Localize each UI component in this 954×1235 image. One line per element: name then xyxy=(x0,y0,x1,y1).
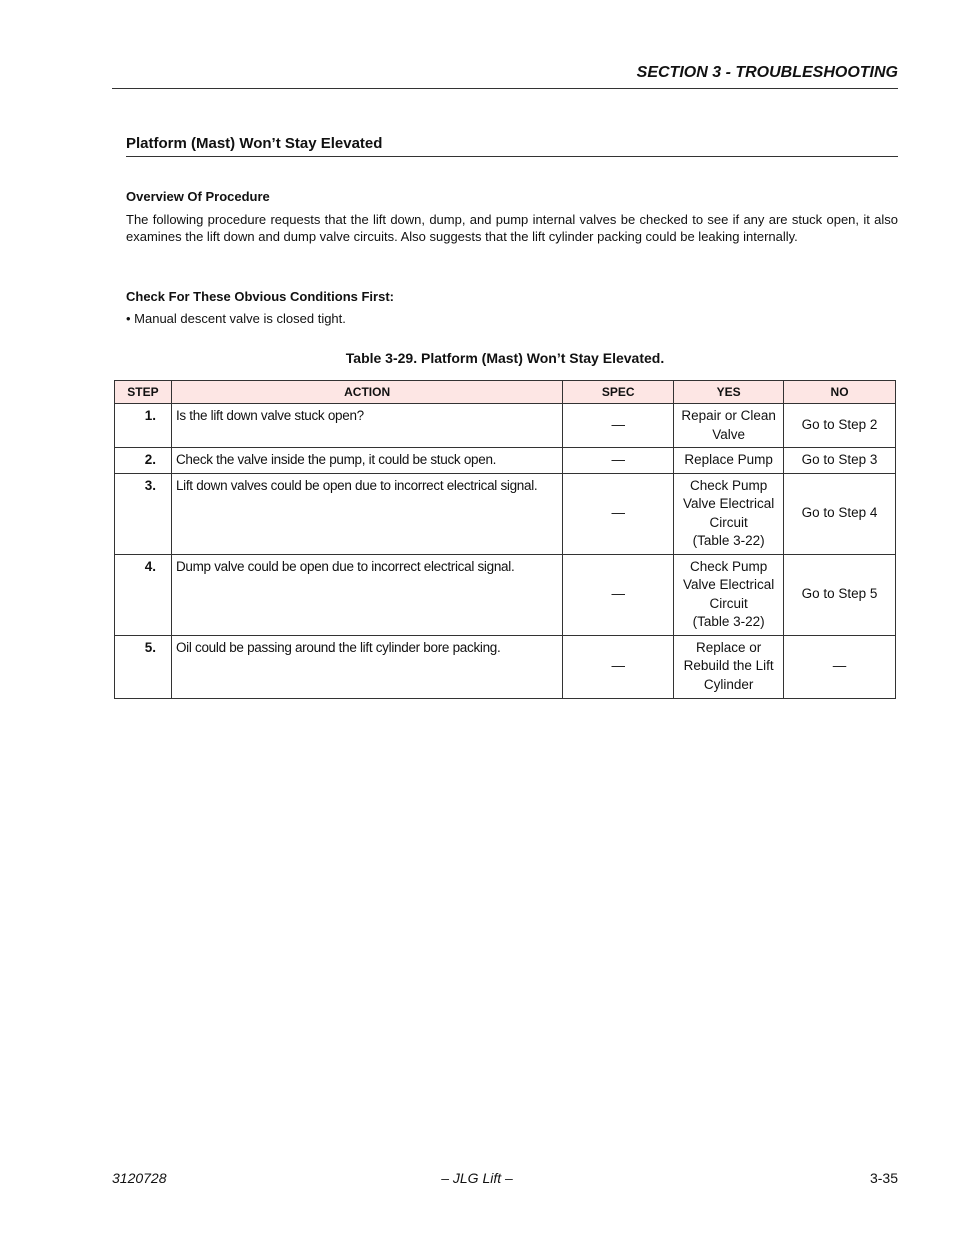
table-row xyxy=(115,554,896,635)
spec-cell: — xyxy=(563,448,674,474)
no-cell: Go to Step 5 xyxy=(784,554,896,635)
section-header: SECTION 3 - TROUBLESHOOTING xyxy=(112,64,898,89)
yes-cell: Replace or Rebuild the Lift Cylinder xyxy=(674,635,784,698)
no-cell: Go to Step 4 xyxy=(784,473,896,554)
action-cell: Dump valve could be open due to incorrect electrical signal. xyxy=(171,554,562,635)
header-action: ACTION xyxy=(171,381,562,404)
yes-cell: Replace Pump xyxy=(674,448,784,474)
spec-cell: — xyxy=(563,473,674,554)
page-title: Platform (Mast) Won’t Stay Elevated xyxy=(126,135,898,157)
yes-cell: Check Pump Valve Electrical Circuit (Table 3-22) xyxy=(674,473,784,554)
yes-cell: Check Pump Valve Electrical Circuit (Table 3-22) xyxy=(674,554,784,635)
step-number: 4. xyxy=(115,554,172,635)
table-row xyxy=(115,404,896,448)
header-spec: SPEC xyxy=(563,381,674,404)
footer-brand: – JLG Lift – xyxy=(441,1170,513,1186)
no-cell: — xyxy=(784,635,896,698)
no-cell: Go to Step 2 xyxy=(784,404,896,448)
table-row xyxy=(115,473,896,554)
spec-cell: — xyxy=(563,635,674,698)
spec-cell: — xyxy=(563,404,674,448)
header-no: NO xyxy=(784,381,896,404)
action-cell: Oil could be passing around the lift cylinder bore packing. xyxy=(171,635,562,698)
yes-cell: Repair or Clean Valve xyxy=(674,404,784,448)
check-heading: Check For These Obvious Conditions First: xyxy=(126,289,394,304)
spec-cell: — xyxy=(563,554,674,635)
no-cell: Go to Step 3 xyxy=(784,448,896,474)
check-bullet: • Manual descent valve is closed tight. xyxy=(126,311,346,326)
footer-page-number: 3-35 xyxy=(869,1170,898,1186)
overview-text: The following procedure requests that the lift down, dump, and pump internal valves be checked to see if any are stuck open, it also examines the lift down and dump valve circuits. Also suggests that the lift cylinder packing could be leaking internally. xyxy=(126,212,898,244)
footer-doc-number: 3120728 xyxy=(112,1170,167,1186)
action-cell: Check the valve inside the pump, it could be stuck open. xyxy=(171,448,562,474)
table-row xyxy=(115,635,896,698)
header-step: STEP xyxy=(115,381,172,404)
table-caption: Table 3-29. Platform (Mast) Won’t Stay Elevated. xyxy=(345,350,665,366)
step-number: 1. xyxy=(115,404,172,448)
step-number: 5. xyxy=(115,635,172,698)
step-number: 3. xyxy=(115,473,172,554)
overview-heading: Overview Of Procedure xyxy=(126,189,270,204)
action-cell: Is the lift down valve stuck open? xyxy=(171,404,562,448)
action-cell: Lift down valves could be open due to incorrect electrical signal. xyxy=(171,473,562,554)
header-yes: YES xyxy=(674,381,784,404)
step-number: 2. xyxy=(115,448,172,474)
table-row xyxy=(115,448,896,474)
troubleshooting-table xyxy=(114,380,896,699)
table-header-row xyxy=(115,381,896,404)
table-body xyxy=(115,404,896,699)
